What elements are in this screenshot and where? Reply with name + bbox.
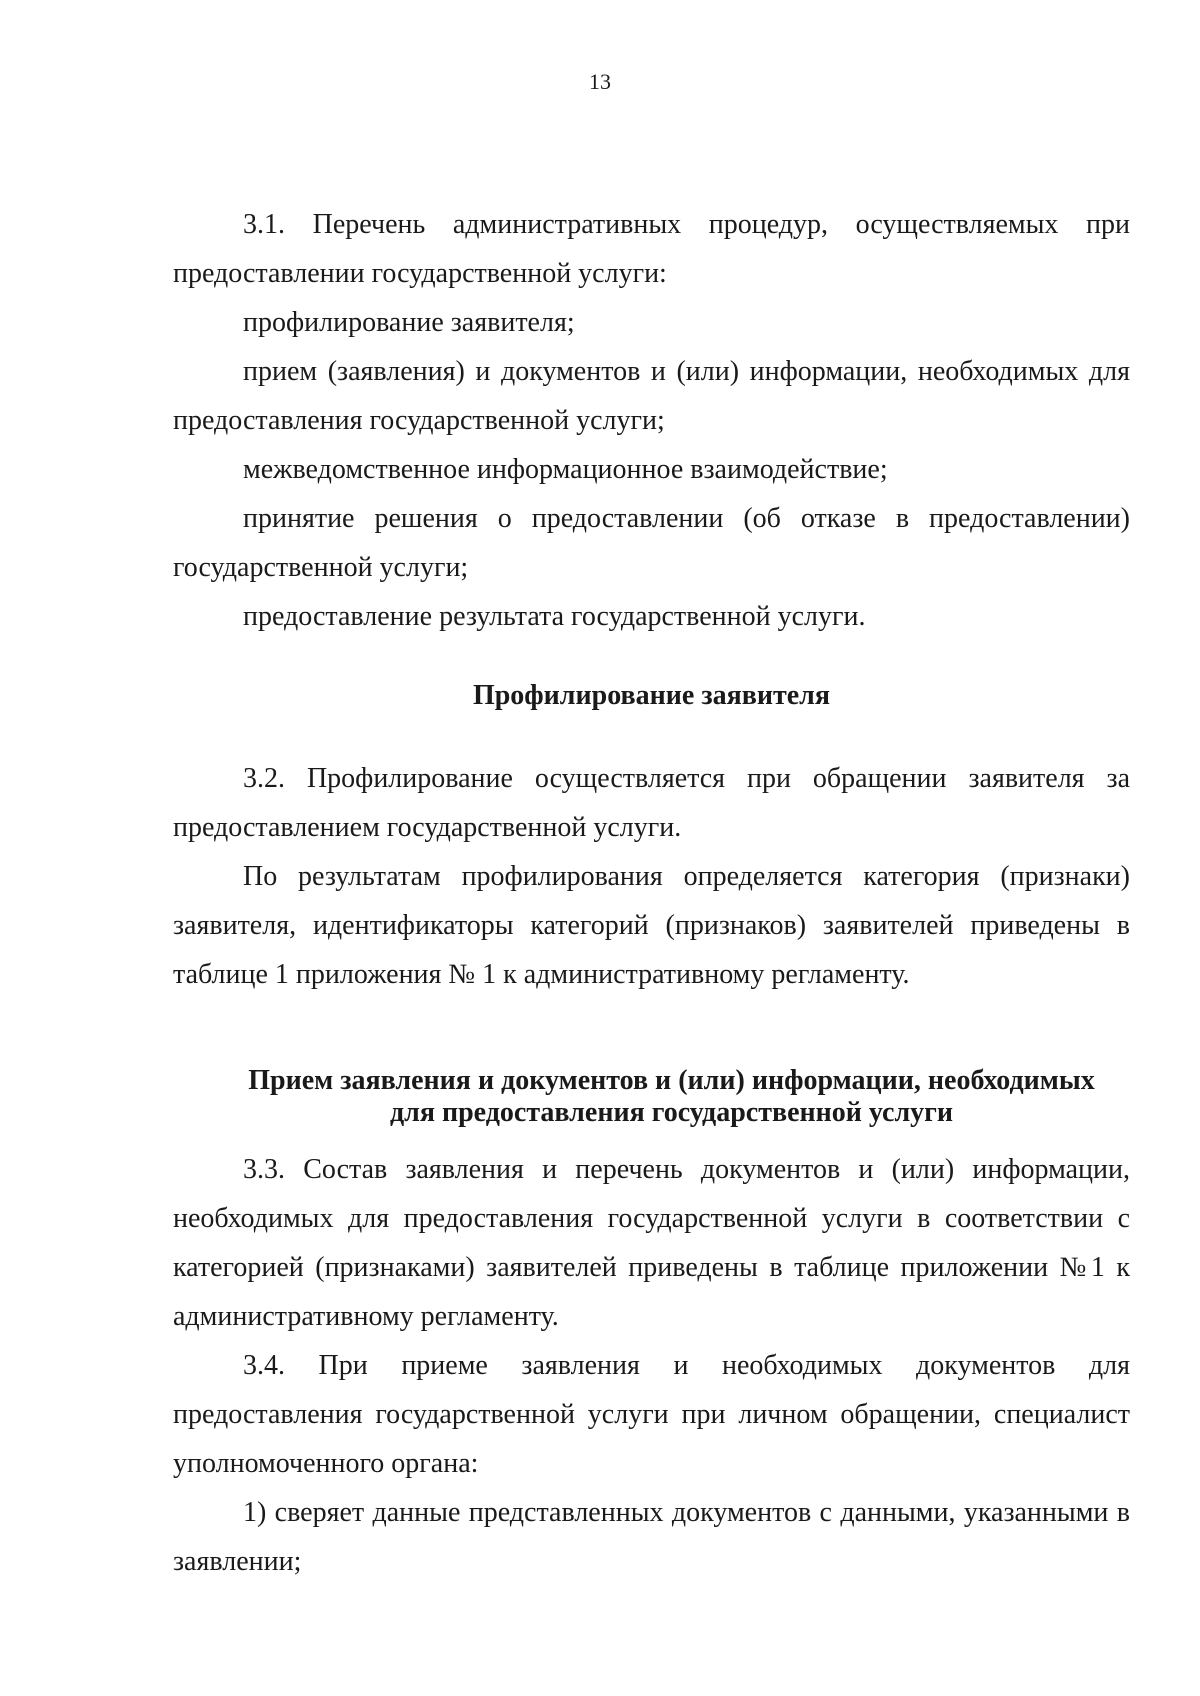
list-item-result: предоставление результата государственной услуги. [243, 601, 866, 632]
paragraph-3-3: 3.3. Состав заявления и перечень документов и (или) информации, необходимых для предоставления государственной услуги в соответствии с категорией (признаками) заявителей приведены в таблице приложении №1 к административному регламенту. [173, 1154, 1130, 1332]
list-item-interagency: межведомственное информационное взаимодействие; [243, 454, 888, 485]
heading-reception-line1: Прием заявления и документов и (или) информации, необходимых [248, 1065, 1095, 1096]
paragraph-3-1: 3.1. Перечень административных процедур, осуществляемых при предоставлении государственной услуги: [173, 209, 1130, 289]
heading-reception [173, 1065, 1130, 1129]
page-number: 13 [589, 69, 611, 94]
list-item-reception: прием (заявления) и документов и (или) информации, необходимых для предоставления государственной услуги; [173, 356, 1130, 436]
heading-profiling: Профилирование заявителя [472, 680, 831, 711]
paragraph-3-4-1: 1) сверяет данные представленных документов с данными, указанными в заявлении; [173, 1497, 1130, 1577]
paragraph-3-2-results: По результатам профилирования определяется категория (признаки) заявителя, идентификаторы категорий (признаков) заявителей приведены в таблице 1 приложения № 1 к административному регламенту. [173, 861, 1130, 990]
list-item-profiling: профилирование заявителя; [243, 307, 575, 338]
heading-reception-line2: для предоставления государственной услуги [389, 1097, 954, 1128]
document-body [173, 200, 1130, 1586]
list-item-decision: принятие решения о предоставлении (об отказе в предоставлении) государственной услуги; [173, 503, 1130, 583]
paragraph-3-4: 3.4. При приеме заявления и необходимых документов для предоставления государственной услуги при личном обращении, специалист уполномоченного органа: [173, 1350, 1130, 1479]
paragraph-3-2: 3.2. Профилирование осуществляется при обращении заявителя за предоставлением государственной услуги. [173, 763, 1130, 843]
